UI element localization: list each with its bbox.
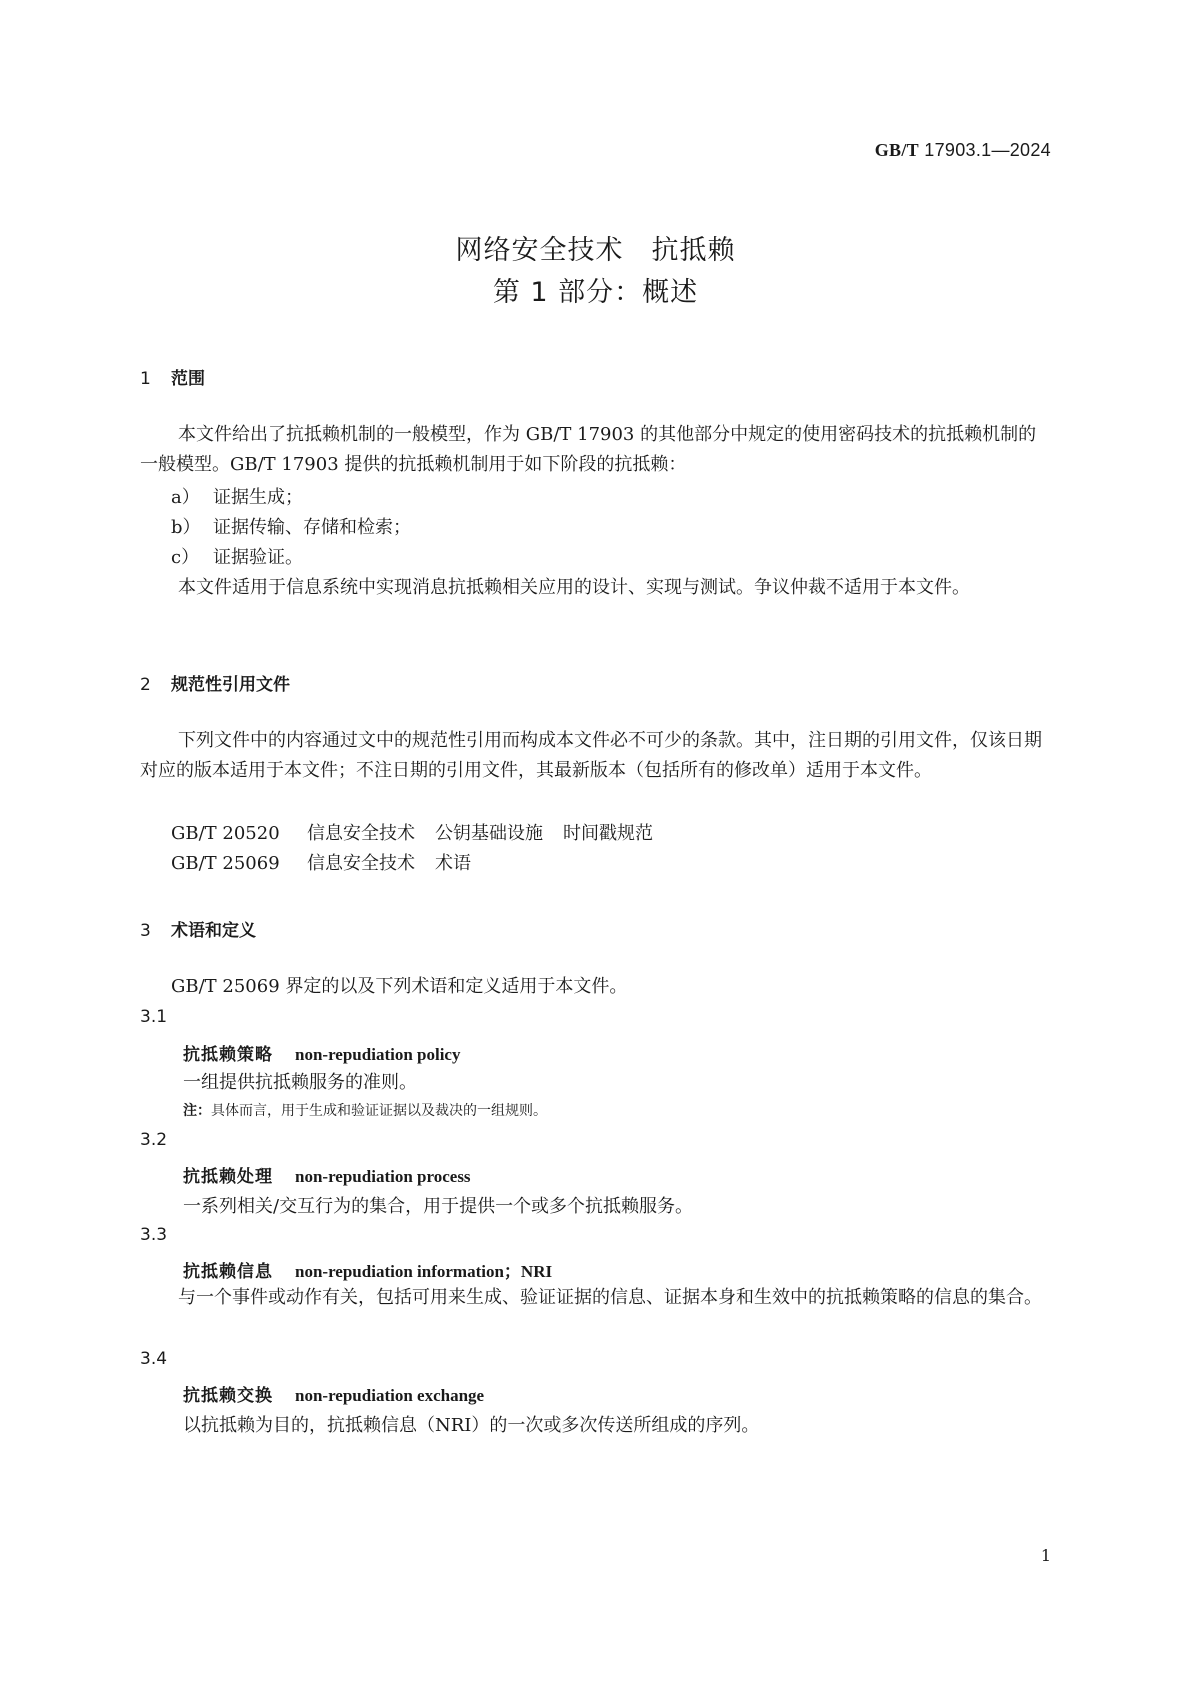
page-number: 1: [1040, 1546, 1051, 1565]
term-entry: 抗抵赖处理 non-repudiation process: [183, 1167, 471, 1187]
section-heading-terms: 3 术语和定义: [140, 921, 256, 941]
reference-item: GB/T 20520 信息安全技术 公钥基础设施 时间戳规范: [171, 823, 653, 844]
document-title-line2: 第 1 部分：概述: [492, 277, 699, 308]
term-definition: 以抗抵赖为目的，抗抵赖信息（NRI）的一次或多次传送所组成的序列。: [183, 1415, 760, 1436]
scope-applicability-paragraph: 本文件适用于信息系统中实现消息抗抵赖相关应用的设计、实现与测试。争议仲裁不适用于本文件。: [178, 577, 970, 598]
clause-number: 3.2: [140, 1130, 168, 1150]
term-definition: 与一个事件或动作有关，包括可用来生成、验证证据的信息、证据本身和生效中的抗抵赖策略的信息的集合。: [178, 1287, 1042, 1308]
standard-code: [875, 140, 1051, 161]
term-entry: 抗抵赖策略 non-repudiation policy: [183, 1045, 461, 1065]
references-intro-paragraph: 下列文件中的内容通过文中的规范性引用而构成本文件必不可少的条款。其中，注日期的引用文件，仅该日期对应的版本适用于本文件；不注日期的引用文件，其最新版本（包括所有的修改单）适用于本文件。: [140, 730, 1042, 781]
list-item: c） 证据验证。: [171, 547, 303, 568]
list-item: b） 证据传输、存储和检索；: [171, 517, 411, 538]
clause-number: 3.1: [140, 1007, 168, 1027]
term-entry: 抗抵赖交换 non-repudiation exchange: [183, 1386, 485, 1406]
clause-number: 3.4: [140, 1349, 168, 1369]
term-entry: 抗抵赖信息 non-repudiation information；NRI: [183, 1262, 553, 1282]
document-title-line1: 网络安全技术 抗抵赖: [455, 235, 736, 266]
clause-number: 3.3: [140, 1225, 168, 1245]
section-heading-normative-references: 2 规范性引用文件: [140, 675, 290, 695]
list-item: a） 证据生成；: [171, 487, 303, 508]
standard-prefix: GB/T: [874, 140, 919, 160]
terms-intro-line: GB/T 25069 界定的以及下列术语和定义适用于本文件。: [171, 976, 628, 997]
reference-item: GB/T 25069 信息安全技术 术语: [171, 853, 471, 874]
term-definition: 一系列相关/交互行为的集合，用于提供一个或多个抗抵赖服务。: [183, 1196, 694, 1217]
scope-intro-paragraph: 本文件给出了抗抵赖机制的一般模型，作为 GB/T 17903 的其他部分中规定的使用密码技术的抗抵赖机制的一般模型。GB/T 17903 提供的抗抵赖机制用于如下阶段的抗抵赖：: [140, 424, 1037, 475]
term-definition: 一组提供抗抵赖服务的准则。: [183, 1072, 417, 1093]
section-heading-scope: 1 范围: [140, 369, 205, 389]
term-note: 注：具体而言，用于生成和验证证据以及裁决的一组规则。: [183, 1103, 547, 1119]
standard-number: 17903.1—2024: [924, 140, 1051, 160]
